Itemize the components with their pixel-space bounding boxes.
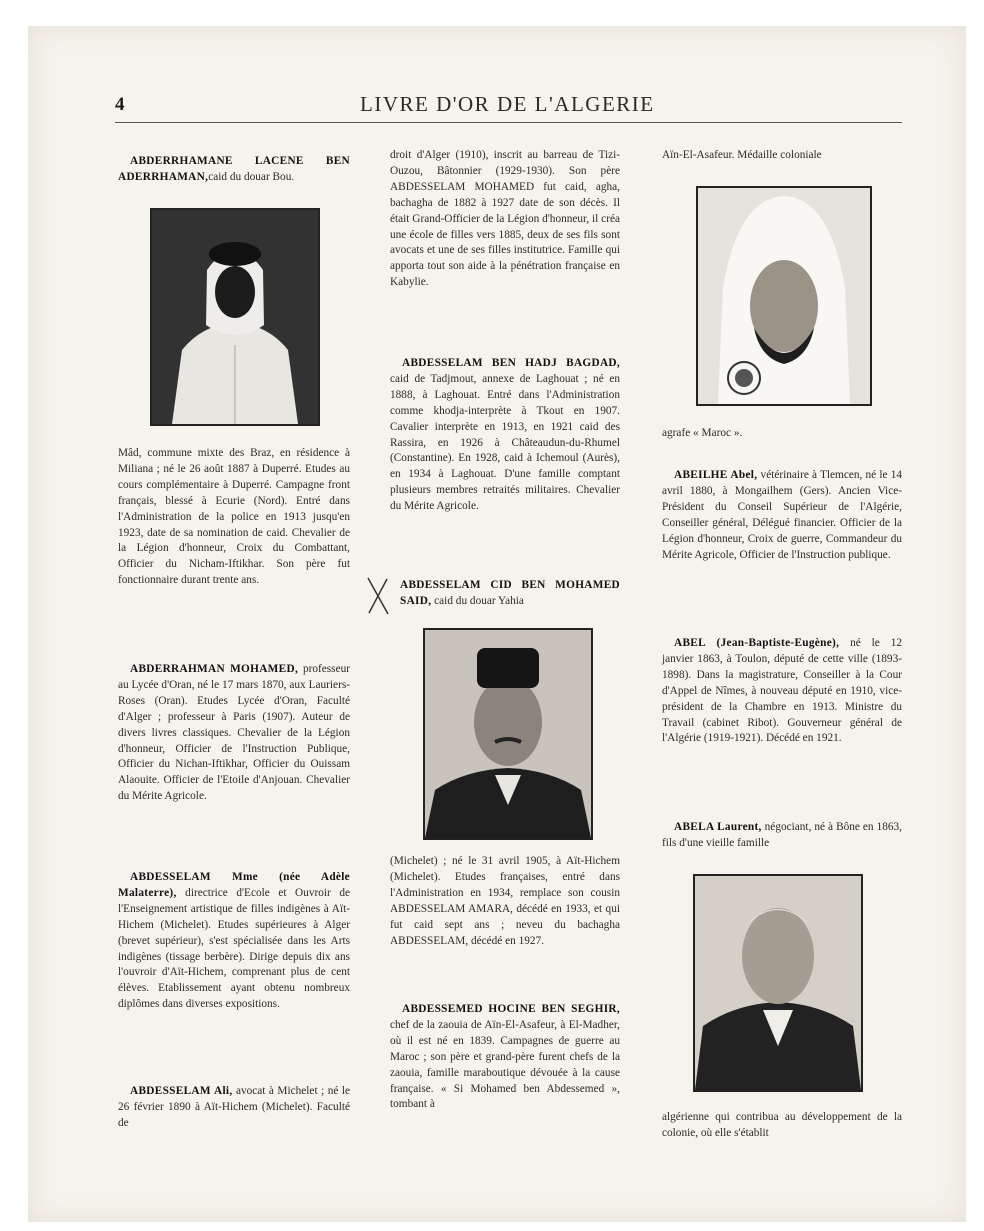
portrait-photo-lacene — [150, 208, 320, 426]
entry-text: né le 12 janvier 1863, à Toulon, député de cette ville (1893-1898). Dans la magistrature, Conseiller à la Cour d'Appel de Nîmes, à nouveau député en 1910, vice-président de la Chambre en 1913. Ministre du Travail (cabinet Ribot). Gouverneur général de l'Algérie (1919-1921). Décédé en 1921. — [662, 637, 902, 745]
entry-text: droit d'Alger (1910), inscrit au barreau de Tizi-Ouzou, Bâtonnier (1929-1930). Son père ABDESSELAM MOHAMED fut caid, agha, bachagha de 1882 à 1927 date de son décès. Il était Grand-Officier de la Légion d'honneur, il créa une école de filles vers 1885, deux de ses fils sont avocats et une de ses filles institutrice. Famille qui apporta tout son aide à la pénétration française en Kabylie. — [390, 149, 620, 289]
entry-text: caid du douar Yahia — [434, 594, 524, 607]
entry-text: caid de Tadjmout, annexe de Laghouat ; né en 1888, à Laghouat. Entré dans l'Administration comme khodja-interprète à Tkout en 1907. Cavalier interprète en 1913, en 1921 caid des Rassira, en 1926 à Châteaudun-du-Rhumel (Constantine). En 1928, caid à Ichemoul (Aurès), en 1934 à Laghouat. D'une famille comptant plusieurs membres retraités militaires. Chevalier du Mérite Agricole. — [390, 372, 620, 513]
portrait-photo-abela — [693, 874, 863, 1092]
entry-name: ABDESSELAM CID BEN MOHAMED SAID, — [400, 579, 620, 607]
entry-text: vétérinaire à Tlemcen, né le 14 avril 1880, à Mongailhem (Gers). Ancien Vice-Président du Conseil Supérieur de l'Algérie, Conseiller général, Délégué financier. Officier de la Légion d'honneur, Croix de guerre, Commandeur du Mérite Agricole, Officier de l'Instruction publique. — [662, 469, 902, 561]
entry-abeilhe — [662, 468, 902, 563]
entry-text: agrafe « Maroc ». — [662, 427, 743, 439]
entry-text: chef de la zaouia de Aïn-El-Asafeur, à El-Madher, où il est né en 1839. Campagnes de guerre au Maroc ; son père et grand-père furent chefs de la zaouia, famille maraboutique dévouée à la cause française. « Si Mohamed ben Abdessemed », tombant à — [390, 1018, 620, 1111]
entry-name: ABDERRHAMANE LACENE BEN ADERRHAMAN, — [118, 155, 350, 183]
entry-text: négociant, né à Bône en 1863, fils d'une vieille famille — [662, 821, 902, 849]
entry-bagdad — [390, 356, 620, 515]
entry-name: ABDESSELAM BEN HADJ BAGDAD, — [402, 357, 620, 369]
portrait-photo-cid — [423, 628, 593, 840]
entry-lacene-head — [118, 154, 350, 186]
entry-text: (Michelet) ; né le 31 avril 1905, à Aït-Hichem (Michelet). Etudes françaises, entré dans l'Administration en 1934, remplace son cousin ABDESSELAM AMARA, décédé en 1933, et qui fut caid sept ans ; neveu du bachagha ABDESSELAM, décédé en 1927. — [390, 855, 620, 947]
page-number: 4 — [115, 94, 125, 115]
entry-abela — [662, 820, 902, 852]
running-title: LIVRE D'OR DE L'ALGERIE — [360, 92, 655, 116]
entry-text: Mâd, commune mixte des Braz, en résidence à Miliana ; né le 26 août 1887 à Duperré. Etudes au cours complémentaire à Duperré. Campagne front français, blessé à Ecurie (Nord). Entré dans l'Administration de la police en 1913 jusqu'en 1923, date de sa nomination de caid. Chevalier de la Légion d'honneur, Croix du Combattant, Officier du Nicham-Iftikhar. Son père fut fonctionnaire durant trente ans. — [118, 447, 350, 587]
entry-abderrahman — [118, 662, 350, 805]
header-rule — [115, 122, 902, 123]
entry-text: directrice d'Ecole et Ouvroir de l'Enseignement artistique de filles indigènes à Aït-Hichem (Michelet). Etudes supérieures à Alger (brevet supérieur), s'est spécialisée dans les Arts indigènes (tissage berbère). Dirige depuis dix ans l'ouvroir d'Aït-Hichem, comprenant plus de cent élèves. Etablissement ayant obtenu nombreux diplômes dans diverses expositions. — [118, 886, 350, 1011]
entry-abdessemed — [390, 1002, 620, 1113]
entry-name: ABDESSELAM Mme (née Adèle Malaterre), — [118, 871, 350, 899]
entry-text: professeur au Lycée d'Oran, né le 17 mars 1870, aux Lauriers-Roses (Oran). Etudes Lycée d'Oran, Faculté d'Alger ; professeur à Paris (1907). Auteur de divers livres classiques. Chevalier de la Légion d'honneur, Officier de l'Instruction Publique, Officier du Nichan-Iftikhar, Officier du Ouissam Alaouite. Officier de l'Etoile d'Anjouan. Chevalier du Mérite Agricole. — [118, 663, 351, 803]
entry-name: ABDESSEMED HOCINE BEN SEGHIR, — [402, 1003, 620, 1015]
entry-name: ABDERRAHMAN MOHAMED, — [130, 663, 299, 675]
entry-abel — [662, 636, 902, 747]
entry-text: avocat à Michelet ; né le 26 février 1890 à Aït-Hichem (Michelet). Faculté de — [118, 1085, 351, 1129]
entry-abdessemed-continued — [662, 148, 902, 164]
entry-lacene-body — [118, 446, 350, 589]
handwritten-cross-mark — [365, 575, 391, 617]
entry-text: caid du douar Bou. — [208, 170, 295, 183]
entry-name: ABEILHE Abel, — [674, 469, 758, 481]
entry-text: Aïn-El-Asafeur. Médaille coloniale — [662, 149, 822, 161]
portrait-photo-abdessemed — [696, 186, 872, 406]
entry-agrafe — [662, 426, 902, 442]
entry-text: algérienne qui contribua au développement de la colonie, où elle s'établit — [662, 1111, 902, 1139]
entry-abdesselam-mme — [118, 870, 350, 1013]
entry-name: ABEL (Jean-Baptiste-Eugène), — [674, 637, 840, 649]
entry-cid — [400, 578, 620, 610]
entry-abela-continued — [662, 1110, 902, 1142]
entry-name: ABELA Laurent, — [674, 821, 762, 833]
entry-abdesselam-ali — [118, 1084, 350, 1132]
entry-ali-continued — [390, 148, 620, 291]
entry-cid-continued — [390, 854, 620, 949]
entry-name: ABDESSELAM Ali, — [130, 1085, 233, 1097]
